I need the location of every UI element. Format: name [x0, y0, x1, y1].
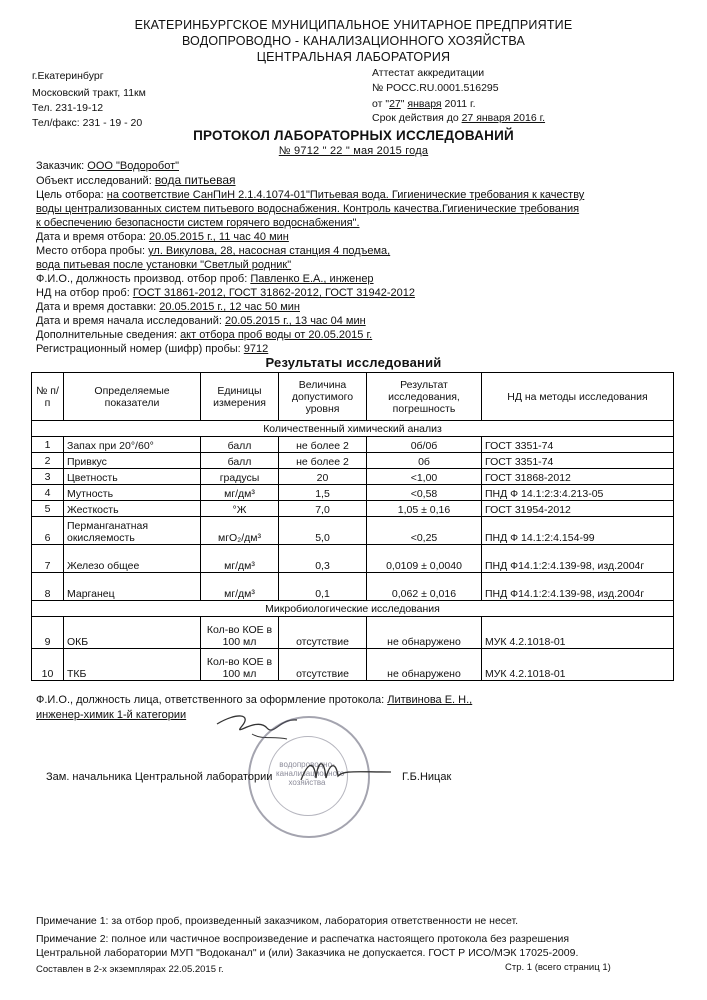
responsible-line: Ф.И.О., должность лица, ответственного за оформление протокола: Литвинова Е. Н., [36, 694, 473, 706]
note-2b: Центральной лаборатории МУП "Водоканал" и (или) Заказчика не допускается. ГОСТ Р ИСО/МЭК 17025-2009. [36, 947, 579, 959]
cell-method: ГОСТ 3351-74 [482, 437, 674, 453]
table-row [32, 485, 674, 501]
cell-units: мг/дм³ [201, 485, 279, 501]
cell-num: 1 [32, 437, 64, 453]
cell-result: не обнаружено [367, 649, 482, 681]
table-row [32, 501, 674, 517]
place-line-1: Место отбора пробы: ул. Викулова, 28, насосная станция 4 подъема, [36, 245, 391, 257]
note-1: Примечание 1: за отбор проб, произведенный заказчиком, лаборатория ответственности не несет. [36, 915, 519, 927]
deputy-name: Г.Б.Ницак [402, 771, 452, 783]
cell-result: не обнаружено [367, 617, 482, 649]
org-line-2: ВОДОПРОВОДНО - КАНАЛИЗАЦИОННОГО ХОЗЯЙСТВА [181, 34, 526, 48]
cell-indicator: ОКБ [64, 617, 201, 649]
deputy-signature [296, 752, 396, 792]
accreditation-date: от "27" января 2011 г. [372, 98, 476, 110]
cell-result: <0,58 [367, 485, 482, 501]
cell-indicator: Перманганатная окисляемость [64, 517, 201, 545]
table-row [32, 469, 674, 485]
cell-limit: 7,0 [279, 501, 367, 517]
cell-limit: 20 [279, 469, 367, 485]
regnum-line: Регистрационный номер (шифр) пробы: 9712 [36, 343, 269, 355]
cell-method: ПНД Ф 14.1:2:4.154-99 [482, 517, 674, 545]
accreditation-title: Аттестат аккредитации [372, 67, 485, 79]
cell-limit: 0,1 [279, 573, 367, 601]
cell-limit: не более 2 [279, 437, 367, 453]
page-number: Стр. 1 (всего страниц 1) [505, 962, 611, 973]
cell-num: 6 [32, 517, 64, 545]
cell-units: градусы [201, 469, 279, 485]
cell-units: Кол-во КОЕ в 100 мл [201, 617, 279, 649]
section-micro-label: Микробиологические исследования [32, 601, 674, 617]
cell-units: мг/дм³ [201, 573, 279, 601]
col-result-header: Результат исследования, погрешность [367, 373, 482, 421]
table-row [32, 617, 674, 649]
purpose-line-1: Цель отбора: на соответствие СанПиН 2.1.4.1074-01"Питьевая вода. Гигиенические требования к качеству [36, 189, 585, 201]
section-chem-row [32, 421, 674, 437]
responsible-position: инженер-химик 1-й категории [36, 709, 187, 721]
nd-line: НД на отбор проб: ГОСТ 31861-2012, ГОСТ 31862-2012, ГОСТ 31942-2012 [36, 287, 415, 299]
cell-method: ПНД Ф14.1:2:4.139-98, изд.2004г [482, 573, 674, 601]
start-line: Дата и время начала исследований: 20.05.2015 г., 13 час 04 мин [36, 315, 366, 327]
cell-units: °Ж [201, 501, 279, 517]
phone: Тел. 231-19-12 [32, 102, 104, 114]
note-2a: Примечание 2: полное или частичное воспроизведение и распечатка настоящего протокола без разрешения [36, 933, 570, 945]
cell-limit: 0,3 [279, 545, 367, 573]
micro-rows [32, 617, 674, 681]
section-chem-label: Количественный химический анализ [32, 421, 674, 437]
cell-result: <0,25 [367, 517, 482, 545]
table-row [32, 453, 674, 469]
results-title: Результаты исследований [265, 355, 442, 370]
cell-units: мг/дм³ [201, 545, 279, 573]
col-indicator-header: Определяемые показатели [64, 373, 201, 421]
cell-units: Кол-во КОЕ в 100 мл [201, 649, 279, 681]
col-num-header: № п/п [32, 373, 64, 421]
table-row [32, 573, 674, 601]
table-header-row [32, 373, 674, 421]
col-units-header: Единицы измерения [201, 373, 279, 421]
org-line-1: ЕКАТЕРИНБУРГСКОЕ МУНИЦИПАЛЬНОЕ УНИТАРНОЕ ПРЕДПРИЯТИЕ [134, 18, 573, 32]
cell-limit: отсутствие [279, 649, 367, 681]
table-row [32, 437, 674, 453]
col-method-header: НД на методы исследования [482, 373, 674, 421]
cell-method: ГОСТ 31954-2012 [482, 501, 674, 517]
cell-result: 0б/0б [367, 437, 482, 453]
cell-units: мгО₂/дм³ [201, 517, 279, 545]
object-line: Объект исследований: вода питьевая [36, 173, 236, 187]
cell-method: ПНД Ф14.1:2:4.139-98, изд.2004г [482, 545, 674, 573]
cell-limit: не более 2 [279, 453, 367, 469]
cell-indicator: Мутность [64, 485, 201, 501]
protocol-number: № 9712 " 22 " мая 2015 года [278, 145, 429, 157]
protocol-title: ПРОТОКОЛ ЛАБОРАТОРНЫХ ИССЛЕДОВАНИЙ [193, 128, 514, 143]
cell-num: 10 [32, 649, 64, 681]
cell-result: 0б [367, 453, 482, 469]
place-line-2: вода питьевая после установки "Светлый родник" [36, 259, 292, 271]
cell-units: балл [201, 437, 279, 453]
cell-indicator: Запах при 20°/60° [64, 437, 201, 453]
extra-line: Дополнительные сведения: акт отбора проб воды от 20.05.2015 г. [36, 329, 373, 341]
cell-num: 9 [32, 617, 64, 649]
stamp-text: водопроводно-канализационного хозяйства [276, 760, 345, 787]
cell-indicator: Привкус [64, 453, 201, 469]
cell-indicator: Жесткость [64, 501, 201, 517]
table-row [32, 649, 674, 681]
cell-limit: отсутствие [279, 617, 367, 649]
cell-num: 5 [32, 501, 64, 517]
chem-rows [32, 437, 674, 601]
sampler-line: Ф.И.О., должность производ. отбор проб: Павленко Е.А., инженер [36, 273, 374, 285]
cell-indicator: ТКБ [64, 649, 201, 681]
accreditation-number: № РОСС.RU.0001.516295 [372, 82, 499, 94]
cell-result: 0,062 ± 0,016 [367, 573, 482, 601]
section-micro-row [32, 601, 674, 617]
cell-result: 0,0109 ± 0,0040 [367, 545, 482, 573]
sample-datetime: Дата и время отбора: 20.05.2015 г., 11 час 40 мин [36, 231, 289, 243]
address: Московский тракт, 11км [32, 87, 146, 99]
purpose-line-2: воды централизованных систем питьевого водоснабжения. Контроль качества.Гигиенические требования [36, 203, 580, 215]
cell-num: 4 [32, 485, 64, 501]
table-row [32, 545, 674, 573]
col-limit-header: Величина допустимого уровня [279, 373, 367, 421]
cell-units: балл [201, 453, 279, 469]
cell-indicator: Цветность [64, 469, 201, 485]
cell-result: 1,05 ± 0,16 [367, 501, 482, 517]
cell-limit: 5,0 [279, 517, 367, 545]
fax: Тел/факс: 231 - 19 - 20 [32, 117, 143, 129]
cell-result: <1,00 [367, 469, 482, 485]
city: г.Екатеринбург [32, 70, 104, 82]
cell-indicator: Железо общее [64, 545, 201, 573]
customer-line: Заказчик: ООО "Водоробот" [36, 160, 180, 172]
cell-indicator: Марганец [64, 573, 201, 601]
cell-num: 2 [32, 453, 64, 469]
org-line-3: ЦЕНТРАЛЬНАЯ ЛАБОРАТОРИЯ [256, 50, 451, 64]
copies-note: Составлен в 2-х экземплярах 22.05.2015 г. [36, 964, 224, 975]
deputy-title: Зам. начальника Центральной лаборатории [46, 771, 273, 783]
delivery-line: Дата и время доставки: 20.05.2015 г., 12 час 50 мин [36, 301, 300, 313]
validity: Срок действия до 27 января 2016 г. [372, 112, 546, 124]
table-row [32, 517, 674, 545]
cell-method: ПНД Ф 14.1:2:3:4.213-05 [482, 485, 674, 501]
cell-method: ГОСТ 3351-74 [482, 453, 674, 469]
cell-limit: 1,5 [279, 485, 367, 501]
cell-method: МУК 4.2.1018-01 [482, 649, 674, 681]
cell-num: 8 [32, 573, 64, 601]
cell-num: 3 [32, 469, 64, 485]
cell-method: ГОСТ 31868-2012 [482, 469, 674, 485]
results-table [31, 372, 674, 681]
cell-method: МУК 4.2.1018-01 [482, 617, 674, 649]
purpose-line-3: к обеспечению безопасности систем горячего водоснабжения". [36, 217, 360, 229]
cell-num: 7 [32, 545, 64, 573]
